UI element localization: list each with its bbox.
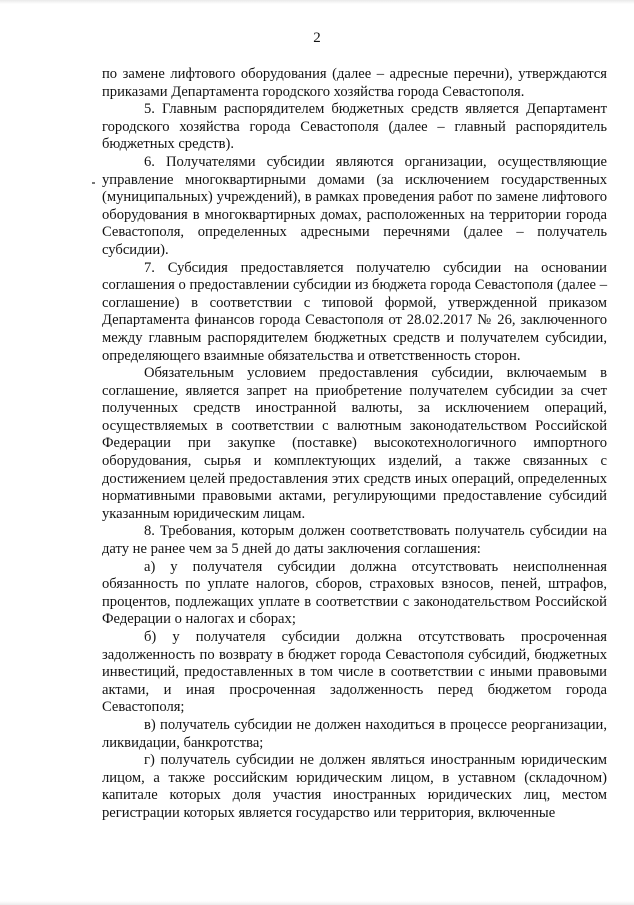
paragraph-7: 7. Субсидия предоставляется получателю субсидии на основании соглашения о предоставлении субсидии из бюджета города Севастополя (далее – соглашение) в соответствии с типовой формой, утвержденной приказом Департамента финансов города Севастополя от 28.02.2017 № 26, заключенного между главным распорядителем бюджетных средств и получателем субсидии, определяющего взаимные обязательства и ответственность сторон. (102, 259, 607, 364)
paragraph-mandatory-condition: Обязательным условием предоставления субсидии, включаемым в соглашение, является запрет на приобретение получателем субсидии за счет полученных средств иностранной валюты, за исключением операций, осуществляемых в соответствии с валютным законодательством Российской Федерации при закупке (поставке) высокотехнологичного импортного оборудования, сырья и комплектующих изделий, а также связанных с достижением целей предоставления этих средств иных операций, определенных нормативными правовыми актами, регулирующими предоставление субсидий указанным юридическим лицам. (102, 365, 607, 522)
paragraph-8g: г) получатель субсидии не должен являться иностранным юридическим лицом, а также российским юридическим лицом, в уставном (складочном) капитале которых доля участия иностранных юридических лиц, местом регистрации которых является государство или территория, включенные (102, 752, 607, 821)
paragraph-5: 5. Главным распорядителем бюджетных средств является Департамент городского хозяйства города Севастополя (далее – главный распорядитель бюджетных средств). (102, 101, 607, 153)
paragraph-8v: в) получатель субсидии не должен находиться в процессе реорганизации, ликвидации, банкротства; (102, 716, 607, 751)
scan-artifact-mark (92, 182, 95, 184)
paragraph-8: 8. Требования, которым должен соответствовать получатель субсидии на дату не ранее чем за 5 дней до даты заключения соглашения: (102, 523, 607, 558)
page-number: 2 (313, 30, 321, 46)
document-body (102, 66, 607, 823)
paragraph-6: 6. Получателями субсидии являются организации, осуществляющие управление многоквартирными домами (за исключением государственных (муниципальных) учреждений), в рамках проведения работ по замене лифтового оборудования в многоквартирных домах, расположенных на территории города Севастополя, определенных адресными перечнями (далее – получатель субсидии). (102, 153, 607, 258)
scan-bottom-edge (0, 901, 634, 905)
scan-top-edge (0, 0, 634, 4)
paragraph-continuation: по замене лифтового оборудования (далее – адресные перечни), утверждаются приказами Департамента городского хозяйства города Севастополя. (102, 66, 607, 100)
paragraph-8a: а) у получателя субсидии должна отсутствовать неисполненная обязанность по уплате налогов, сборов, страховых взносов, пеней, штрафов, процентов, подлежащих уплате в соответствии с законодательством Российской Федерации о налогах и сборах; (102, 558, 607, 628)
paragraph-8b: б) у получателя субсидии должна отсутствовать просроченная задолженность по возврату в бюджет города Севастополя субсидий, бюджетных инвестиций, предоставленных в том числе в соответствии с иными правовыми актами, и иная просроченная задолженность перед бюджетом города Севастополя; (102, 629, 607, 716)
